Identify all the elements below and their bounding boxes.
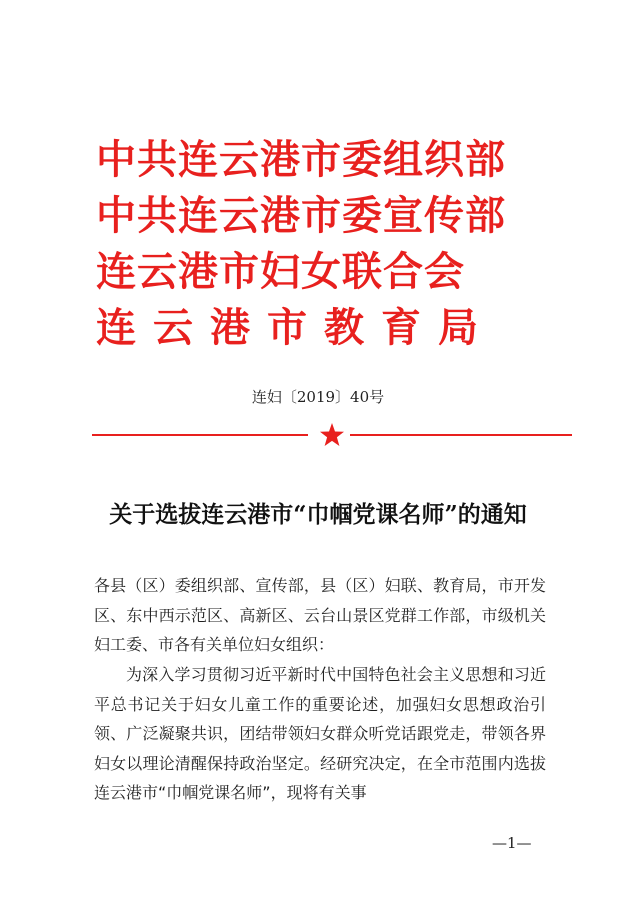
red-divider-right: [350, 434, 572, 436]
document-title: 关于选拔连云港市“巾帼党课名师”的通知: [109, 501, 527, 528]
issuer-line-4: 连云港市教育局: [96, 304, 495, 351]
red-divider-left: [92, 434, 308, 436]
document-number: 连妇〔2019〕40号: [251, 388, 385, 406]
issuer-line-2: 中共连云港市委宣传部: [96, 192, 506, 239]
issuer-line-1: 中共连云港市委组织部: [96, 136, 506, 183]
star-icon: [319, 422, 345, 448]
page-number: —1—: [492, 834, 532, 852]
recipients-paragraph: 各县（区）委组织部、宣传部，县（区）妇联、教育局，市开发区、东中西示范区、高新区、云台山景区党群工作部，市级机关妇工委、市各有关单位妇女组织：: [94, 576, 546, 654]
issuer-line-3: 连云港市妇女联合会: [96, 248, 465, 295]
body-paragraph: 为深入学习贯彻习近平新时代中国特色社会主义思想和习近平总书记关于妇女儿童工作的重要论述，加强妇女思想政治引领、广泛凝聚共识，团结带领妇女群众听党话跟党走，带领各界妇女以理论清醒保持政治坚定。经研究决定，在全市范围内选拔连云港市“巾帼党课名师”，现将有关事: [94, 665, 546, 802]
